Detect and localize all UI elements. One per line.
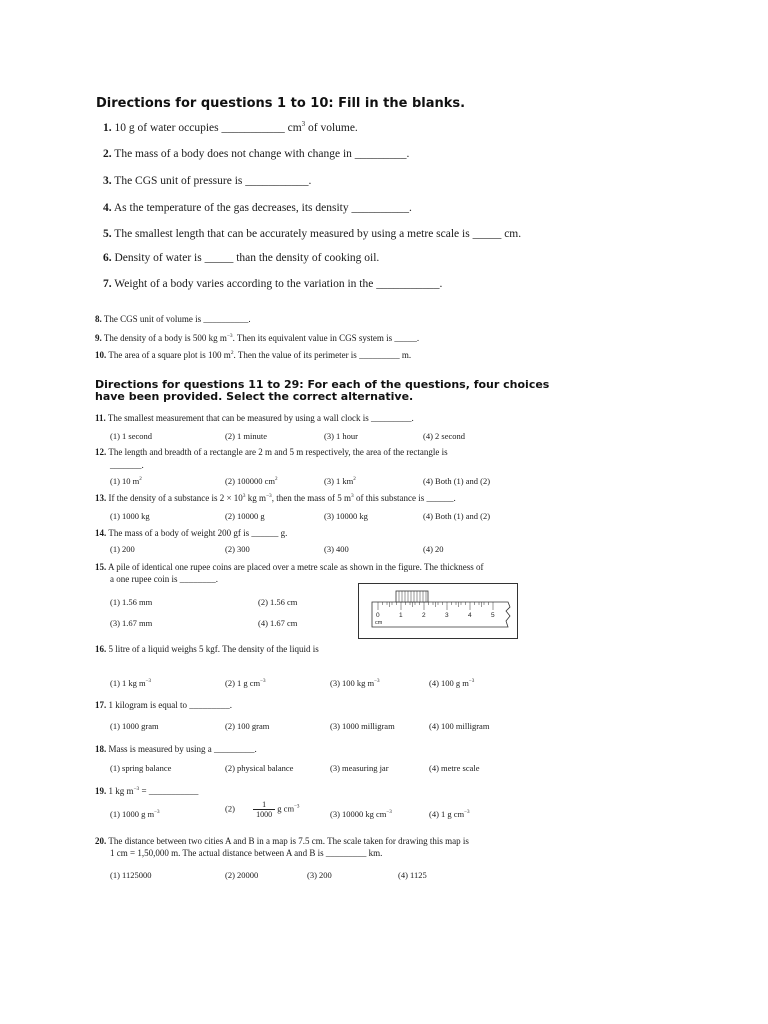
q11-option-4[interactable]: (4) 2 second xyxy=(423,431,466,441)
q16-option-1[interactable]: (1) 1 kg $m^{-3}$ xyxy=(110,678,152,688)
question-4: 4. As the temperature of the gas decreases, its density __________. xyxy=(103,202,412,214)
q16-option-2[interactable]: (2) 1 g $cm^{-3}$ xyxy=(225,678,266,688)
fraction: $\frac{1}{1000}$ xyxy=(253,800,275,819)
q18-option-3[interactable]: (3) measuring jar xyxy=(330,763,389,773)
q16-option-3[interactable]: (3) 100 kg $m^{-3}$ xyxy=(330,678,380,688)
q17-option-1[interactable]: (1) 1000 gram xyxy=(110,721,159,731)
question-12-blank: _______. xyxy=(110,460,144,470)
q18-option-2[interactable]: (2) physical balance xyxy=(225,763,294,773)
q20-option-3[interactable]: (3) 200 xyxy=(307,870,332,880)
question-2: 2. The mass of a body does not change with change in _________. xyxy=(103,148,410,160)
question-13: 13. If the density of a substance is $2 \times 10^3$ kg $m^{-3}$, then the mass of 5 $m^3$ of this substance is ______. xyxy=(95,493,456,503)
q13-option-2[interactable]: (2) 10000 g xyxy=(225,511,265,521)
question-19: 19. 1 kg $m^{-3}$ = ___________ xyxy=(95,786,199,796)
q20-option-2[interactable]: (2) 20000 xyxy=(225,870,259,880)
scale-label-4: 4 xyxy=(468,612,472,619)
section2-heading: Directions for questions 11 to 29: For each of the questions, four choices have been provided. Select the correct alternative. xyxy=(95,378,550,403)
q14-option-3[interactable]: (3) 400 xyxy=(324,544,349,554)
scale-label-3: 3 xyxy=(445,612,449,619)
q17-option-3[interactable]: (3) 1000 milligram xyxy=(330,721,395,731)
q15-option-3[interactable]: (3) 1.67 mm xyxy=(110,618,153,628)
q13-option-4[interactable]: (4) Both (1) and (2) xyxy=(423,511,491,521)
q19-option-3[interactable]: (3) 10000 kg $cm^{-3}$ xyxy=(330,809,392,819)
question-5: 5. The smallest length that can be accurately measured by using a metre scale is _____ cm. xyxy=(103,228,522,240)
question-18: 18. Mass is measured by using a _________. xyxy=(95,744,257,754)
q16-option-4[interactable]: (4) 100 g $m^{-3}$ xyxy=(429,678,475,688)
q18-option-1[interactable]: (1) spring balance xyxy=(110,763,172,773)
q17-option-2[interactable]: (2) 100 gram xyxy=(225,721,270,731)
scale-label-2: 2 xyxy=(422,612,426,619)
q11-option-2[interactable]: (2) 1 minute xyxy=(225,431,268,441)
q14-option-4[interactable]: (4) 20 xyxy=(423,544,444,554)
q13-option-1[interactable]: (1) 1000 kg xyxy=(110,511,150,521)
q12-option-2[interactable]: (2) 100000 $cm^2$ xyxy=(225,476,278,486)
q15-option-4[interactable]: (4) 1.67 cm xyxy=(258,618,298,628)
q14-option-2[interactable]: (2) 300 xyxy=(225,544,250,554)
q11-option-3[interactable]: (3) 1 hour xyxy=(324,431,358,441)
question-14: 14. The mass of a body of weight 200 gf is ______ g. xyxy=(95,528,288,538)
q12-option-4[interactable]: (4) Both (1) and (2) xyxy=(423,476,491,486)
question-9: 9. The density of a body is 500 kg $m^{-3}$. Then its equivalent value in CGS system is _____. xyxy=(95,333,420,343)
question-6: 6. Density of water is _____ than the density of cooking oil. xyxy=(103,252,380,264)
q17-option-4[interactable]: (4) 100 milligram xyxy=(429,721,490,731)
question-10: 10. The area of a square plot is 100 $m^2$. Then the value of its perimeter is _________ m. xyxy=(95,350,412,360)
q11-option-1[interactable]: (1) 1 second xyxy=(110,431,153,441)
question-8: 8. The CGS unit of volume is __________. xyxy=(95,314,251,324)
q12-option-1[interactable]: (1) 10 $m^2$ xyxy=(110,476,142,486)
question-15-line2: a one rupee coin is ________. xyxy=(110,574,218,584)
metre-scale-figure xyxy=(358,583,518,639)
q19-option-4[interactable]: (4) 1 g $cm^{-3}$ xyxy=(429,809,470,819)
scale-label-1: 1 xyxy=(399,612,403,619)
question-20-line2: 1 cm = 1,50,000 m. The actual distance between A and B is _________ km. xyxy=(110,848,383,858)
q19-option-1[interactable]: (1) 1000 g $m^{-3}$ xyxy=(110,809,160,819)
scale-label-5: 5 xyxy=(491,612,495,619)
q18-option-4[interactable]: (4) metre scale xyxy=(429,763,480,773)
question-11: 11. The smallest measurement that can be measured by using a wall clock is _________. xyxy=(95,413,414,423)
scale-label-0: 0 xyxy=(376,612,380,619)
question-3: 3. The CGS unit of pressure is ___________. xyxy=(103,175,312,187)
question-12: 12. The length and breadth of a rectangle are 2 m and 5 m respectively, the area of the rectangle is xyxy=(95,447,448,457)
scale-unit-label: cm xyxy=(375,620,383,626)
q20-option-4[interactable]: (4) 1125 xyxy=(398,870,427,880)
question-17: 17. 1 kilogram is equal to _________. xyxy=(95,700,232,710)
q20-option-1[interactable]: (1) 1125000 xyxy=(110,870,152,880)
q15-option-1[interactable]: (1) 1.56 mm xyxy=(110,597,153,607)
ruler-body xyxy=(372,602,510,627)
q14-option-1[interactable]: (1) 200 xyxy=(110,544,135,554)
q15-option-2[interactable]: (2) 1.56 cm xyxy=(258,597,298,607)
q13-option-3[interactable]: (3) 10000 kg xyxy=(324,511,368,521)
question-20: 20. The distance between two cities A and B in a map is 7.5 cm. The scale taken for drawing this map is xyxy=(95,836,469,846)
q19-option-2[interactable]: (2) $\frac{1}{1000}$ g $cm^{-3}$ xyxy=(225,800,300,819)
section1-heading: Directions for questions 1 to 10: Fill in the blanks. xyxy=(96,96,466,111)
q12-option-3[interactable]: (3) 1 $km^2$ xyxy=(324,476,356,486)
question-16: 16. 5 litre of a liquid weighs 5 kgf. The density of the liquid is xyxy=(95,644,319,654)
question-7: 7. Weight of a body varies according to the variation in the ___________. xyxy=(103,278,443,290)
question-1: 1. 10 g of water occupies ___________ $cm^3$ of volume. xyxy=(103,121,358,134)
question-15: 15. A pile of identical one rupee coins are placed over a metre scale as shown in the figure. The thickness of xyxy=(95,562,484,572)
